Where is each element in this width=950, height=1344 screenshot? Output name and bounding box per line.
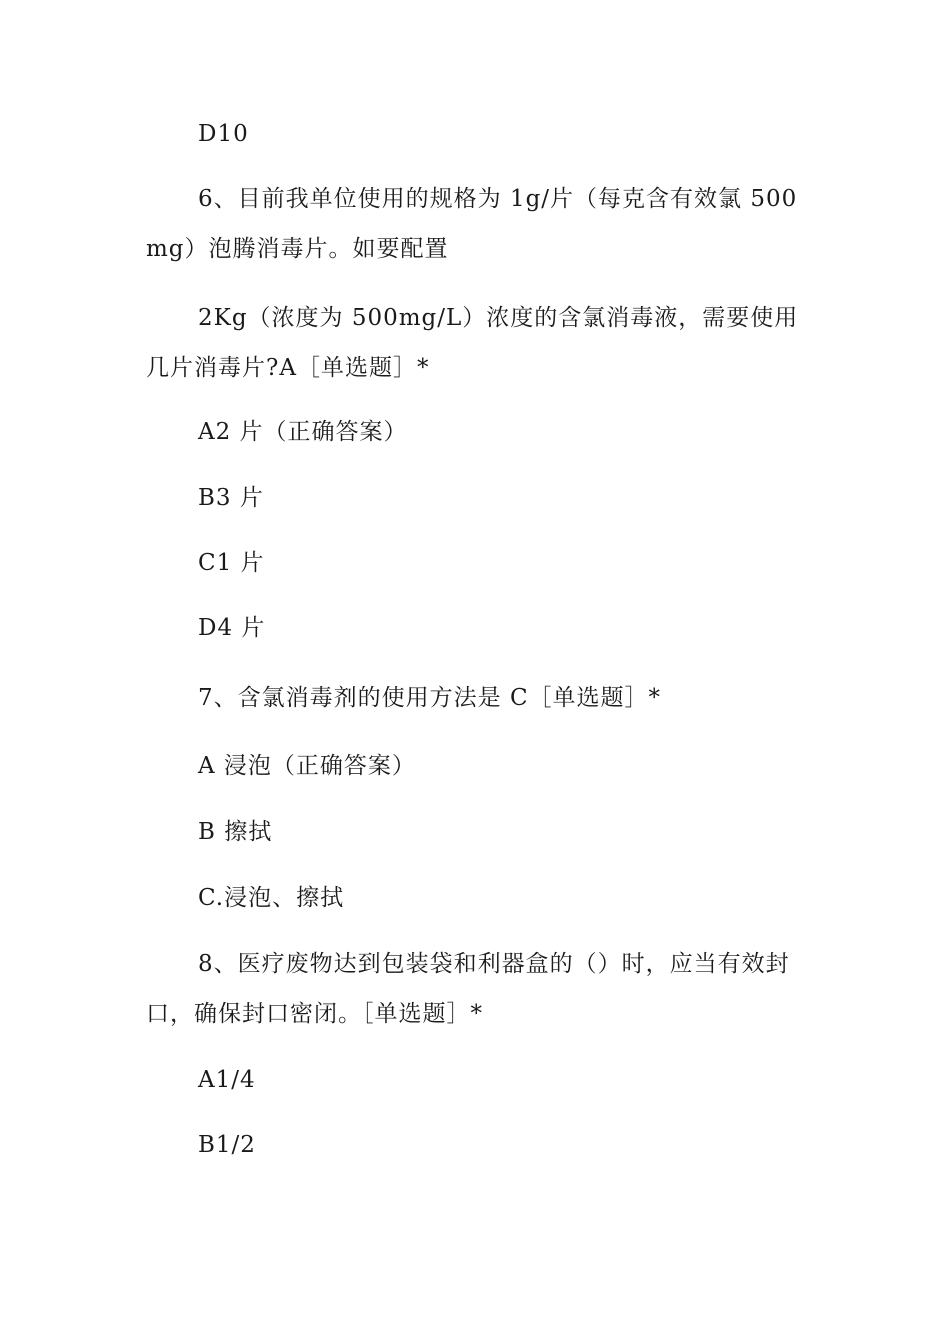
- question-6-continued: 2Kg（浓度为 500mg/L）浓度的含氯消毒液，需要使用几片消毒片?A［单选题］*: [146, 305, 799, 381]
- question-6-text: 6、目前我单位使用的规格为 1g/片（每克含有效氯 500mg）泡腾消毒片。如要配置: [146, 186, 798, 262]
- option-a-q7: A 浸泡（正确答案）: [198, 753, 416, 779]
- question-7-text: 7、含氯消毒剂的使用方法是 C［单选题］*: [198, 685, 662, 711]
- option-b-q7: B 擦拭: [198, 819, 273, 845]
- question-8-text: 8、医疗废物达到包装袋和利器盒的（）时，应当有效封口，确保封口密闭。［单选题］*: [146, 951, 790, 1027]
- option-c-q6: C1 片: [198, 550, 265, 576]
- option-b-q8: B1/2: [198, 1132, 256, 1158]
- option-b-q6: B3 片: [198, 485, 264, 511]
- option-d-q6: D4 片: [198, 615, 266, 641]
- option-d-q5: D10: [198, 121, 249, 147]
- option-a-q6: A2 片（正确答案）: [198, 419, 408, 445]
- option-c-q7: C.浸泡、擦拭: [198, 885, 345, 911]
- option-a-q8: A1/4: [198, 1067, 256, 1093]
